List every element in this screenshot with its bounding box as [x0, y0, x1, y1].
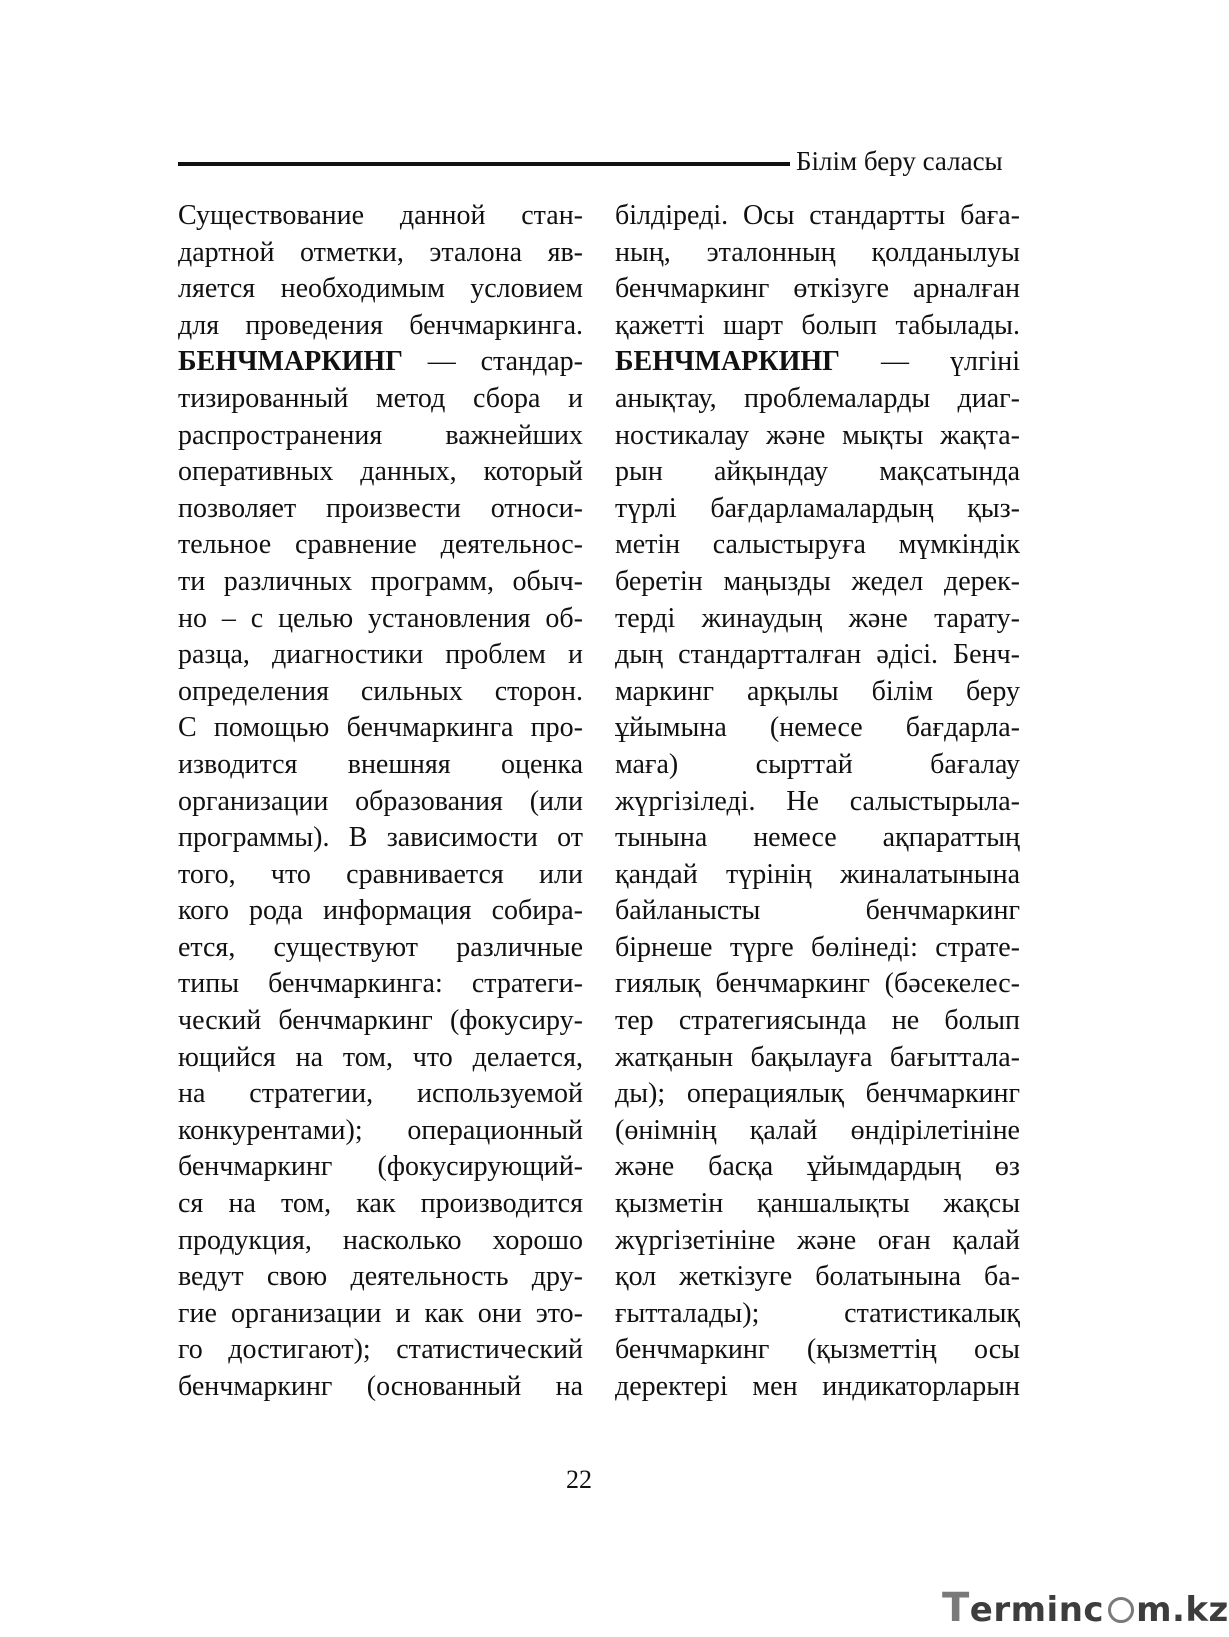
- text-line: бенчмаркинг (фокусирующий-: [178, 1151, 583, 1183]
- text-line: го достигают); статистический: [178, 1334, 583, 1366]
- text-line: (өнімнің қалай өндірілетініне: [615, 1114, 1020, 1146]
- text-line: қажетті шарт болып табылады.: [615, 309, 1020, 341]
- text-line: дың стандартталған әдісі. Бенч-: [615, 639, 1020, 671]
- term-definition-start: — стандар-: [402, 346, 583, 378]
- text-line: ведут свою деятельность дру-: [178, 1261, 583, 1293]
- watermark-letter-t: T: [942, 1585, 970, 1631]
- text-line: но – с целью установления об-: [178, 602, 583, 634]
- text-line: распространения важнейших: [178, 419, 583, 451]
- term-definition-start: — үлгіні: [839, 346, 1020, 378]
- text-line: қызметін қаншалықты жақсы: [615, 1188, 1020, 1220]
- text-line: қандай түрінің жиналатынына: [615, 858, 1020, 890]
- text-line: ғытталады); статистикалық: [615, 1297, 1020, 1329]
- term-line: [178, 344, 583, 381]
- text-line: жүргізетініне және оған қалай: [615, 1224, 1020, 1256]
- text-line: ляется необходимым условием: [178, 273, 583, 305]
- text-line: терді жинаудың және тарату-: [615, 602, 1020, 634]
- site-watermark-logo[interactable]: [942, 1585, 1229, 1631]
- running-header: Білім беру саласы: [796, 146, 1003, 176]
- text-line: ұйымына (немесе бағдарла-: [615, 712, 1020, 744]
- right-column: [615, 198, 1020, 1406]
- text-line: қол жеткізуге болатынына ба-: [615, 1261, 1020, 1293]
- text-line: гиялық бенчмаркинг (бәсекелес-: [615, 968, 1020, 1000]
- text-line: тынына немесе ақпараттың: [615, 822, 1020, 854]
- left-column: [178, 198, 583, 1406]
- header-rule: [178, 162, 790, 166]
- text-line: ется, существуют различные: [178, 931, 583, 963]
- text-line: С помощью бенчмаркинга про-: [178, 712, 583, 744]
- text-line: ның, эталонның қолданылуы: [615, 236, 1020, 268]
- text-line: беретін маңызды жедел дерек-: [615, 565, 1020, 597]
- text-line: определения сильных сторон.: [178, 675, 583, 707]
- term-heading: БЕНЧМАРКИНГ: [615, 346, 840, 378]
- text-line: продукция, насколько хорошо: [178, 1224, 583, 1256]
- text-line: Существование данной стан-: [178, 200, 583, 231]
- text-line: бенчмаркинг (основанный на: [178, 1371, 583, 1402]
- text-line: маға) сырттай бағалау: [615, 748, 1020, 780]
- text-line: рын айқындау мақсатында: [615, 456, 1020, 488]
- watermark-text-mid: erminc: [969, 1590, 1105, 1630]
- text-line: организации образования (или: [178, 785, 583, 817]
- text-line: ти различных программ, обыч-: [178, 565, 583, 597]
- watermark-o-circle-icon: [1108, 1597, 1134, 1623]
- text-line: тер стратегиясында не болып: [615, 1005, 1020, 1037]
- text-line: білдіреді. Осы стандартты баға-: [615, 200, 1020, 231]
- text-line: на стратегии, используемой: [178, 1078, 583, 1110]
- text-line: анықтау, проблемаларды диаг-: [615, 382, 1020, 414]
- text-line: кого рода информация собира-: [178, 895, 583, 927]
- text-line: және басқа ұйымдардың өз: [615, 1151, 1020, 1183]
- text-line: тельное сравнение деятельнос-: [178, 529, 583, 561]
- watermark-text-end: m.kz: [1136, 1590, 1229, 1630]
- text-line: метін салыстыруға мүмкіндік: [615, 529, 1020, 561]
- text-line: программы). В зависимости от: [178, 822, 583, 854]
- text-line: байланысты бенчмаркинг: [615, 895, 1020, 927]
- term-line: [615, 344, 1020, 381]
- text-line: маркинг арқылы білім беру: [615, 675, 1020, 707]
- text-line: гие организации и как они это-: [178, 1297, 583, 1329]
- text-line: ческий бенчмаркинг (фокусиру-: [178, 1005, 583, 1037]
- text-line: типы бенчмаркинга: стратеги-: [178, 968, 583, 1000]
- text-line: изводится внешняя оценка: [178, 748, 583, 780]
- text-line: ющийся на том, что делается,: [178, 1041, 583, 1073]
- text-line: оперативных данных, который: [178, 456, 583, 488]
- text-line: жатқанын бақылауға бағыттала-: [615, 1041, 1020, 1073]
- text-line: для проведения бенчмаркинга.: [178, 309, 583, 341]
- text-line: ся на том, как производится: [178, 1188, 583, 1220]
- text-line: түрлі бағдарламалардың қыз-: [615, 492, 1020, 524]
- text-line: бенчмаркинг өткізуге арналған: [615, 273, 1020, 305]
- term-heading: БЕНЧМАРКИНГ: [178, 346, 403, 378]
- text-line: ды); операциялық бенчмаркинг: [615, 1078, 1020, 1110]
- text-line: позволяет произвести относи-: [178, 492, 583, 524]
- text-line: ностикалау және мықты жақта-: [615, 419, 1020, 451]
- text-line: бірнеше түрге бөлінеді: страте-: [615, 931, 1020, 963]
- text-line: бенчмаркинг (қызметтің осы: [615, 1334, 1020, 1366]
- text-line: тизированный метод сбора и: [178, 382, 583, 414]
- text-line: конкурентами); операционный: [178, 1114, 583, 1146]
- text-line: того, что сравнивается или: [178, 858, 583, 890]
- text-line: жүргізіледі. Не салыстырыла-: [615, 785, 1020, 817]
- text-line: разца, диагностики проблем и: [178, 639, 583, 671]
- page-number: 22: [566, 1465, 592, 1494]
- text-line: дартной отметки, эталона яв-: [178, 236, 583, 268]
- text-line: деректері мен индикаторларын: [615, 1371, 1020, 1402]
